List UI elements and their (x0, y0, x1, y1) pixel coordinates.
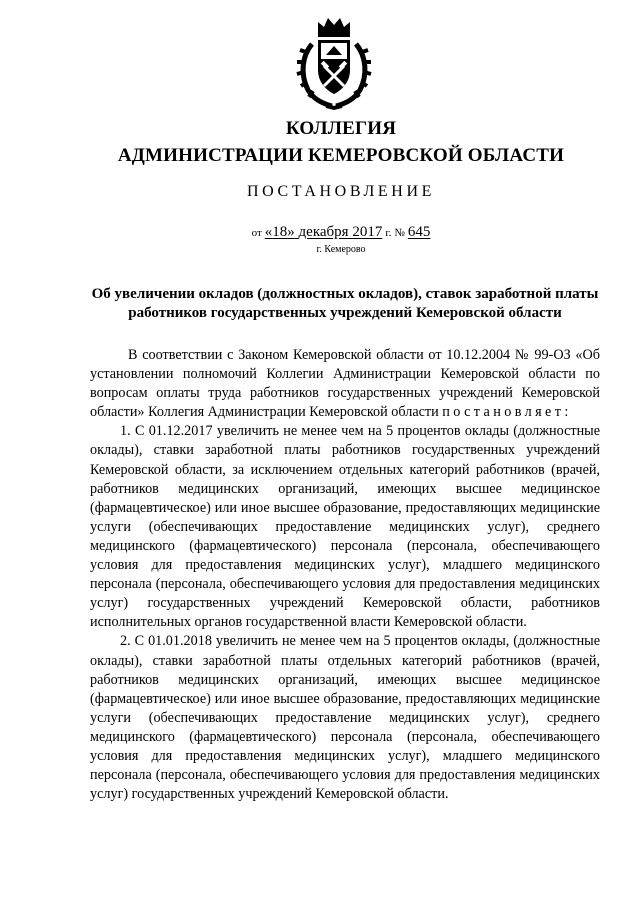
intro-text: В соответствии с Законом Кемеровской области от 10.12.2004 № 99-ОЗ «Об установлении полномочий Коллегии Администрации Кемеровской области по вопросам оплаты труда работников государственных учреждений Кемеровской области» Коллегия Администрации Кемеровской области (90, 347, 600, 421)
document-type: ПОСТАНОВЛЕНИЕ (247, 183, 435, 200)
org-name-line2: АДМИНИСТРАЦИИ КЕМЕРОВСКОЙ ОБЛАСТИ (117, 145, 565, 166)
org-name-line1: КОЛЛЕГИЯ (285, 118, 397, 139)
coat-of-arms-icon (294, 14, 374, 110)
date-prefix: от (251, 227, 262, 239)
date-year-suffix: г. (385, 227, 392, 239)
date-day: 18 (272, 224, 288, 240)
document-body (90, 346, 600, 804)
date-month-year: декабря 2017 (298, 224, 383, 240)
item-1: 1. С 01.12.2017 увеличить не менее чем на 5 процентов оклады (должностные оклады), ставки заработной платы работников государственных учреждений Кемеровской области, за исключением отдельных категорий работников (врачей, работников медицинских организаций, имеющих высшее медицинское (фармацевтическое) или иное высшее образование, предоставляющих медицинские услуги (обеспечивающих предоставление медицинских услуг), среднего медицинского (фармацевтического) персонала (персонала, обеспечивающего условия для предоставления медицинских услуг), младшего медицинского персонала (персонала, обеспечивающего условия для предоставления медицинских услуг) государственных учреждений Кемеровской области, работников исполнительных органов государственной власти Кемеровской области. (90, 423, 600, 631)
city: г. Кемерово (316, 244, 366, 255)
document-title: Об увеличении окладов (должностных окладов), ставок заработной платы работников государственных учреждений Кемеровской области (91, 286, 599, 321)
intro-paragraph (90, 346, 600, 422)
date-close-quote: » (287, 224, 295, 240)
document-number: 645 (407, 224, 431, 240)
item-2: 2. С 01.01.2018 увеличить не менее чем на 5 процентов оклады, (должностные оклады), ставки заработной платы отдельных категорий работников (врачей, работников медицинских организаций, имеющих высшее медицинское (фармацевтическое) или иное высшее образование, предоставляющих медицинские услуги (обеспечивающих предоставление медицинских услуг), среднего медицинского (фармацевтического) персонала (персонала, обеспечивающего условия для предоставления медицинских услуг), младшего медицинского персонала (персонала, обеспечивающего условия для предоставления медицинских услуг) государственных учреждений Кемеровской области. (90, 633, 600, 803)
date-line (0, 224, 640, 241)
number-sign: № (394, 227, 405, 239)
postanovlyaet-word: постановляет: (442, 404, 572, 421)
date-open-quote: « (264, 224, 273, 240)
